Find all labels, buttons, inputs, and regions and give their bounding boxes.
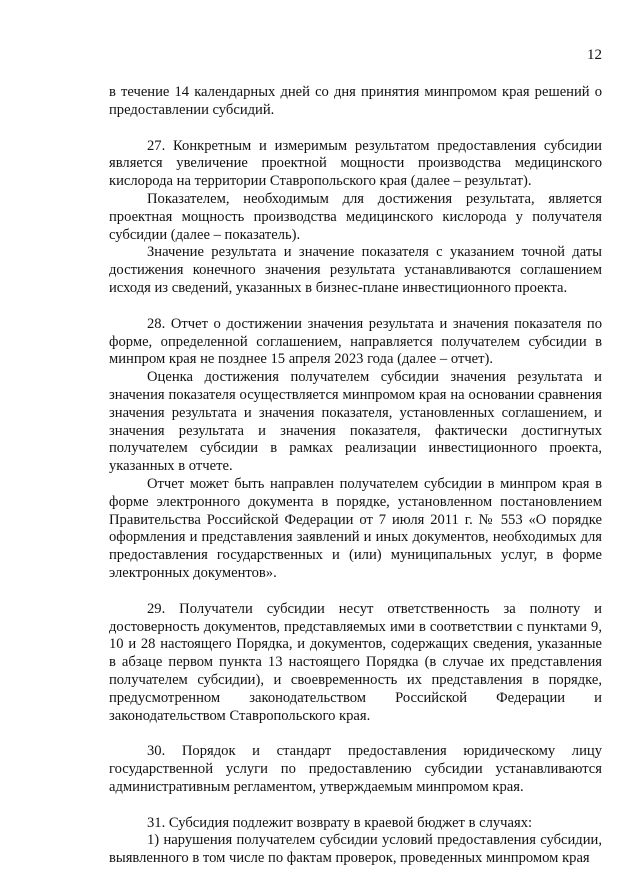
paragraph-continuation: в течение 14 календарных дней со дня принятия минпромом края решений о предоставлении субсидий. <box>109 84 602 118</box>
paragraph-electronic-report: Отчет может быть направлен получателем субсидии в минпром края в форме электронного документа в порядке, установленном постановлением Правительства Российской Федерации от 7 июля 2011 г. № 553 «О порядке оформления и представления заявлений и иных документов, необходимых для предоставления государственных и (или) муниципальных услуг, в форме электронных документов». <box>109 475 602 581</box>
paragraph-values: Значение результата и значение показателя с указанием точной даты достижения конечного значения результата устанавливаются соглашением исходя из сведений, указанных в бизнес-плане инвестиционного проекта. <box>109 244 602 296</box>
paragraph-gap <box>109 797 602 815</box>
paragraph-29: 29. Получатели субсидии несут ответственность за полноту и достоверность документов, представляемых ими в соответствии с пунктами 9, 10 и 28 настоящего Порядка, и документов, содержащих сведения, указанные в абзаце первом пункта 13 настоящего Порядка (в случае их представления получателем субсидии), и своевременность их представления в порядке, предусмотренном законодательством Российской Федерации и законодательством Ставропольского края. <box>109 600 602 724</box>
paragraph-indicator: Показателем, необходимым для достижения результата, является проектная мощность производства медицинского кислорода у получателя субсидии (далее – показатель). <box>109 190 602 243</box>
paragraph-28: 28. Отчет о достижении значения результата и значения показателя по форме, определенной соглашением, направляется получателем субсидии в минпром края не позднее 15 апреля 2023 года (далее – отчет). <box>109 315 602 368</box>
paragraph-27: 27. Конкретным и измеримым результатом предоставления субсидии является увеличение проектной мощности производства медицинского кислорода на территории Ставропольского края (далее – результат). <box>109 137 602 190</box>
paragraph-assessment: Оценка достижения получателем субсидии значения результата и значения показателя осуществляется минпромом края на основании сравнения значения результата и значения показателя, установленных соглашением, и значения результата и значения показателя, фактически достигнутых получателем субсидии в рамках реализации инвестиционного проекта, указанных в отчете. <box>109 369 602 475</box>
paragraph-30: 30. Порядок и стандарт предоставления юридическому лицу государственной услуги по предоставлению субсидии устанавливаются административным регламентом, утверждаемым минпромом края. <box>109 743 602 795</box>
paragraph-gap <box>109 298 602 316</box>
paragraph-gap <box>109 583 602 601</box>
document-body <box>109 84 602 868</box>
paragraph-31: 31. Субсидия подлежит возврату в краевой бюджет в случаях: <box>147 814 533 831</box>
paragraph-gap <box>109 120 602 138</box>
paragraph-31-item-1: 1) нарушения получателем субсидии условий предоставления субсидии, выявленного в том числе по фактам проверок, проведенных минпромом края <box>109 832 602 867</box>
page-number: 12 <box>587 47 602 63</box>
paragraph-gap <box>109 725 602 743</box>
